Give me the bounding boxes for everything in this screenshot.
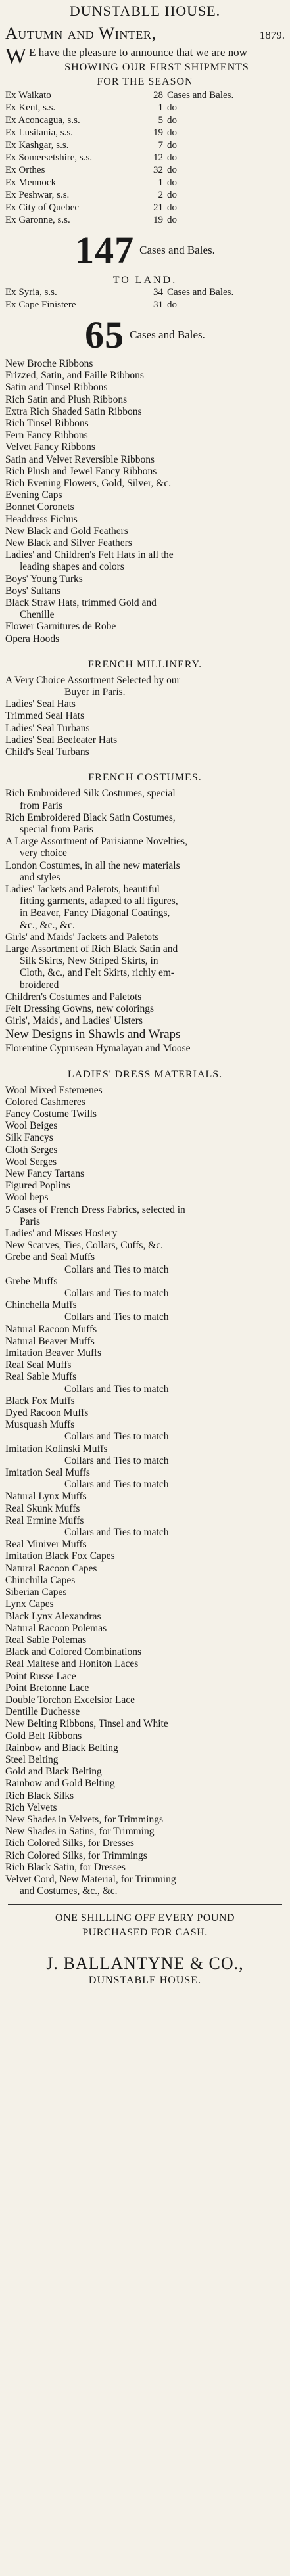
list-item: Colored Cashmeres xyxy=(5,1096,85,1108)
list-item: Buyer in Paris. xyxy=(64,687,126,698)
total-number: 65 xyxy=(85,313,125,356)
millinery-list xyxy=(5,675,285,758)
list-item: Fern Fancy Ribbons xyxy=(5,430,88,441)
list-item: New Black and Gold Feathers xyxy=(5,525,128,537)
list-item: Opera Hoods xyxy=(5,633,60,644)
list-item: Extra Rich Shaded Satin Ribbons xyxy=(5,405,142,417)
dress-heading: LADIES' DRESS MATERIALS. xyxy=(67,1068,223,1080)
shipment-unit: do xyxy=(167,202,177,213)
shipments-total xyxy=(5,228,285,272)
list-item: Rich Black Silks xyxy=(5,1790,74,1801)
to-land-total xyxy=(5,313,285,357)
list-item: Satin and Tinsel Ribbons xyxy=(5,382,108,394)
list-item: A Very Choice Assortment Selected by our xyxy=(5,674,180,686)
list-item: Black Lynx Alexandras xyxy=(5,1610,101,1622)
list-item: Gold Belt Ribbons xyxy=(5,1730,82,1742)
list-item: Rainbow and Black Belting xyxy=(5,1742,118,1753)
shipment-unit: Cases and Bales. xyxy=(167,90,234,101)
list-item: Siberian Capes xyxy=(5,1587,67,1598)
shipment-row xyxy=(5,114,285,127)
list-item: special from Paris xyxy=(20,823,93,835)
list-item: Double Torchon Excelsior Lace xyxy=(5,1694,135,1706)
cash-offer: ONE SHILLING OFF EVERY POUND xyxy=(55,1912,235,1924)
list-item: Florentine Cyprusean Hymalayan and Moose xyxy=(5,1043,191,1054)
list-item: Black and Colored Combinations xyxy=(5,1646,142,1658)
list-item: fitting garments, adapted to all figures, xyxy=(20,895,178,907)
shipment-unit: do xyxy=(167,215,177,225)
firm-name: J. BALLANTYNE & CO., xyxy=(46,1954,244,1974)
list-item: Silk Fancys xyxy=(5,1132,53,1144)
list-item: Collars and Ties to match xyxy=(64,1383,169,1395)
millinery-heading: FRENCH MILLINERY. xyxy=(87,658,203,670)
shipment-unit: do xyxy=(167,190,177,200)
list-item: London Costumes, in all the new materials xyxy=(5,859,180,871)
list-item: Chinchilla Capes xyxy=(5,1574,76,1586)
list-item: Real Ermine Muffs xyxy=(5,1514,84,1526)
shipment-name: Ex Waikato xyxy=(5,90,51,101)
shipment-row xyxy=(5,299,285,311)
list-item: New Designs in Shawls and Wraps xyxy=(5,1028,181,1042)
shipment-row xyxy=(5,214,285,227)
list-item: Cloth, &c., and Felt Skirts, richly em- xyxy=(20,967,175,979)
list-item: Ladies' Seal Beefeater Hats xyxy=(5,734,118,746)
list-item: New Shades in Velvets, for Trimmings xyxy=(5,1813,163,1825)
list-item: Natural Racoon Muffs xyxy=(5,1323,97,1335)
list-item: Collars and Ties to match xyxy=(64,1311,169,1323)
shipment-name: Ex Orthes xyxy=(5,165,45,175)
shipment-unit: Cases and Bales. xyxy=(167,287,234,298)
list-item: New Broche Ribbons xyxy=(5,358,93,369)
list-item: Cloth Serges xyxy=(5,1144,58,1156)
list-item: &c., &c., &c. xyxy=(20,919,75,931)
list-item: A Large Assortment of Parisianne Novelties, xyxy=(5,836,187,847)
total-number: 147 xyxy=(75,229,135,271)
list-item: Steel Belting xyxy=(5,1753,59,1765)
shipment-unit: do xyxy=(167,115,177,125)
list-item: leading shapes and colors xyxy=(20,561,124,573)
list-item: and styles xyxy=(20,871,60,883)
list-item: Rich Satin and Plush Ribbons xyxy=(5,394,128,405)
list-item: Natural Racoon Capes xyxy=(5,1562,97,1574)
list-item: Wool beps xyxy=(5,1192,49,1204)
list-item: Paris xyxy=(20,1215,40,1227)
showing-line-1: SHOWING OUR FIRST SHIPMENTS xyxy=(64,62,249,73)
shipment-qty: 1 xyxy=(158,102,163,113)
list-item: Real Sable Polemas xyxy=(5,1634,87,1646)
list-item: Real Seal Muffs xyxy=(5,1359,72,1371)
season-year: 1879. xyxy=(259,29,285,41)
list-item: Collars and Ties to match xyxy=(64,1263,169,1275)
list-item: Felt Dressing Gowns, new colorings xyxy=(5,1003,155,1014)
list-item: Real Skunk Muffs xyxy=(5,1503,80,1514)
list-item: New Scarves, Ties, Collars, Cuffs, &c. xyxy=(5,1240,163,1252)
list-item: Ladies' Jackets and Paletots, beautiful xyxy=(5,883,160,895)
season-heading xyxy=(5,24,285,43)
list-item: 5 Cases of French Dress Fabrics, selected in xyxy=(5,1204,185,1215)
list-item: Trimmed Seal Hats xyxy=(5,710,84,722)
list-item: Flower Garnitures de Robe xyxy=(5,621,116,633)
list-item: Dentille Duchesse xyxy=(5,1706,80,1718)
shipment-qty: 32 xyxy=(153,165,163,175)
list-item: Collars and Ties to match xyxy=(64,1455,169,1466)
list-item: Collars and Ties to match xyxy=(64,1527,169,1539)
shipment-row xyxy=(5,127,285,139)
list-item: Dyed Racoon Muffs xyxy=(5,1407,89,1419)
shipment-name: Ex Aconcagua, s.s. xyxy=(5,115,80,125)
shipment-qty: 12 xyxy=(153,152,163,163)
shipment-row xyxy=(5,102,285,114)
total-label: Cases and Bales. xyxy=(139,243,215,256)
list-item: Imitation Seal Muffs xyxy=(5,1467,90,1479)
list-item: Frizzed, Satin, and Faille Ribbons xyxy=(5,370,144,382)
list-item: Velvet Fancy Ribbons xyxy=(5,441,95,453)
list-item: Gold and Black Belting xyxy=(5,1766,102,1778)
list-item: Real Sable Muffs xyxy=(5,1371,77,1383)
shipments-list xyxy=(5,89,285,227)
shipment-qty: 21 xyxy=(153,202,163,213)
list-item: Children's Costumes and Paletots xyxy=(5,991,142,1003)
dress-list xyxy=(5,1085,285,1898)
page-title: DUNSTABLE HOUSE. xyxy=(69,3,221,19)
list-item: Collars and Ties to match xyxy=(64,1288,169,1299)
shipment-qty: 2 xyxy=(158,190,163,200)
list-item: Grebe and Seal Muffs xyxy=(5,1252,95,1263)
list-item: Chinchella Muffs xyxy=(5,1299,77,1311)
shipment-name: Ex Peshwar, s.s. xyxy=(5,190,70,200)
shipment-unit: do xyxy=(167,140,177,150)
shipment-unit: do xyxy=(167,127,177,138)
list-item: Rich Embroidered Black Satin Costumes, xyxy=(5,811,176,823)
shipment-row xyxy=(5,89,285,102)
list-item: broidered xyxy=(20,979,59,991)
list-item: Imitation Kolinski Muffs xyxy=(5,1443,108,1455)
list-item: Musquash Muffs xyxy=(5,1419,75,1431)
shipment-unit: do xyxy=(167,152,177,163)
list-item: in Beaver, Fancy Diagonal Coatings, xyxy=(20,907,170,919)
shipment-row xyxy=(5,164,285,177)
goods-list xyxy=(5,358,285,645)
list-item: Bonnet Coronets xyxy=(5,501,74,513)
list-item: Collars and Ties to match xyxy=(64,1479,169,1491)
shipment-name: Ex Lusitania, s.s. xyxy=(5,127,73,138)
list-item: Rich Tinsel Ribbons xyxy=(5,418,89,430)
list-item: Lynx Capes xyxy=(5,1598,54,1610)
list-item: Ladies' and Misses Hosiery xyxy=(5,1228,118,1239)
list-item: New Shades in Satins, for Trimming xyxy=(5,1826,155,1838)
list-item: New Fancy Tartans xyxy=(5,1167,85,1179)
shipment-qty: 7 xyxy=(158,140,163,150)
shipment-unit: do xyxy=(167,300,177,310)
list-item: Figured Poplins xyxy=(5,1180,70,1192)
list-item: Imitation Beaver Muffs xyxy=(5,1347,102,1359)
shipment-qty: 5 xyxy=(158,115,163,125)
to-land-heading: TO LAND. xyxy=(112,275,178,286)
list-item: Ladies' Seal Turbans xyxy=(5,722,90,734)
list-item: Rich Evening Flowers, Gold, Silver, &c. xyxy=(5,478,172,489)
list-item: Ladies' Seal Hats xyxy=(5,698,76,710)
list-item: Child's Seal Turbans xyxy=(5,746,89,758)
shipment-qty: 31 xyxy=(153,300,163,310)
list-item: Boys' Sultans xyxy=(5,585,61,597)
list-item: Wool Beiges xyxy=(5,1120,58,1132)
shipment-row xyxy=(5,139,285,152)
costumes-list xyxy=(5,788,285,1054)
list-item: Girls', Maids', and Ladies' Ulsters xyxy=(5,1015,143,1027)
shipment-name: Ex Kashgar, s.s. xyxy=(5,140,69,150)
shipment-unit: do xyxy=(167,102,177,113)
drop-cap: W xyxy=(5,44,27,68)
list-item: Real Miniver Muffs xyxy=(5,1539,87,1550)
list-item: and Costumes, &c., &c. xyxy=(20,1886,118,1897)
list-item: Rainbow and Gold Belting xyxy=(5,1778,115,1790)
list-item: Black Fox Muffs xyxy=(5,1395,75,1407)
list-item: Point Russe Lace xyxy=(5,1670,76,1682)
list-item: Ladies' and Children's Felt Hats in all the xyxy=(5,549,174,561)
cash-offer-2: PURCHASED FOR CASH. xyxy=(82,1927,208,1939)
shipment-row xyxy=(5,189,285,202)
shipment-name: Ex City of Quebec xyxy=(5,202,80,213)
list-item: Girls' and Maids' Jackets and Paletots xyxy=(5,931,159,943)
divider xyxy=(8,1904,282,1905)
list-item: Rich Colored Silks, for Dresses xyxy=(5,1838,134,1849)
shipment-row xyxy=(5,286,285,299)
list-item: Rich Velvets xyxy=(5,1801,57,1813)
list-item: Real Maltese and Honiton Laces xyxy=(5,1658,139,1670)
shipment-qty: 19 xyxy=(153,215,163,225)
list-item: Collars and Ties to match xyxy=(64,1431,169,1443)
season-label: Autumn and Winter, xyxy=(5,24,157,43)
list-item: Natural Racoon Polemas xyxy=(5,1622,107,1634)
list-item: Chenille xyxy=(20,609,55,621)
list-item: Natural Lynx Muffs xyxy=(5,1491,87,1503)
to-land-list xyxy=(5,286,285,311)
list-item: very choice xyxy=(20,847,67,859)
list-item: Evening Caps xyxy=(5,489,62,501)
shipment-name: Ex Somersetshire, s.s. xyxy=(5,152,93,163)
list-item: New Black and Silver Feathers xyxy=(5,537,132,549)
shipment-qty: 28 xyxy=(153,90,163,101)
list-item: Rich Embroidered Silk Costumes, special xyxy=(5,788,176,800)
list-item: Fancy Costume Twills xyxy=(5,1108,97,1119)
list-item: Natural Beaver Muffs xyxy=(5,1335,95,1347)
shipment-qty: 1 xyxy=(158,177,163,188)
list-item: Wool Serges xyxy=(5,1156,57,1167)
list-item: Wool Mixed Estemenes xyxy=(5,1084,103,1096)
showing-line-2: FOR THE SEASON xyxy=(97,76,193,87)
list-item: Point Bretonne Lace xyxy=(5,1682,89,1694)
firm-house: DUNSTABLE HOUSE. xyxy=(88,1975,202,1987)
list-item: Velvet Cord, New Material, for Trimming xyxy=(5,1873,176,1885)
list-item: Black Straw Hats, trimmed Gold and xyxy=(5,597,157,609)
shipment-name: Ex Kent, s.s. xyxy=(5,102,56,113)
shipment-row xyxy=(5,177,285,189)
shipment-unit: do xyxy=(167,177,177,188)
shipment-unit: do xyxy=(167,165,177,175)
list-item: Imitation Black Fox Capes xyxy=(5,1550,115,1562)
costumes-heading: FRENCH COSTUMES. xyxy=(88,772,202,784)
shipment-row xyxy=(5,152,285,164)
list-item: Rich Plush and Jewel Fancy Ribbons xyxy=(5,465,157,477)
total-label: Cases and Bales. xyxy=(130,328,205,341)
list-item: Headdress Fichus xyxy=(5,513,78,525)
shipment-name: Ex Mennock xyxy=(5,177,57,188)
list-item: New Belting Ribbons, Tinsel and White xyxy=(5,1718,168,1730)
list-item: Satin and Velvet Reversible Ribbons xyxy=(5,453,155,465)
list-item: Silk Skirts, New Striped Skirts, in xyxy=(20,955,158,967)
intro-text: E have the pleasure to announce that we are now xyxy=(29,46,247,58)
list-item: Large Assortment of Rich Black Satin and xyxy=(5,943,178,955)
list-item: Boys' Young Turks xyxy=(5,573,83,585)
shipment-name: Ex Garonne, s.s. xyxy=(5,215,70,225)
shipment-name: Ex Cape Finistere xyxy=(5,300,76,310)
list-item: Rich Black Satin, for Dresses xyxy=(5,1861,126,1873)
shipment-name: Ex Syria, s.s. xyxy=(5,287,57,298)
shipment-qty: 34 xyxy=(153,287,163,298)
list-item: Grebe Muffs xyxy=(5,1275,58,1287)
list-item: Rich Colored Silks, for Trimmings xyxy=(5,1849,147,1861)
shipment-qty: 19 xyxy=(153,127,163,138)
list-item: from Paris xyxy=(20,800,63,811)
shipment-row xyxy=(5,202,285,214)
